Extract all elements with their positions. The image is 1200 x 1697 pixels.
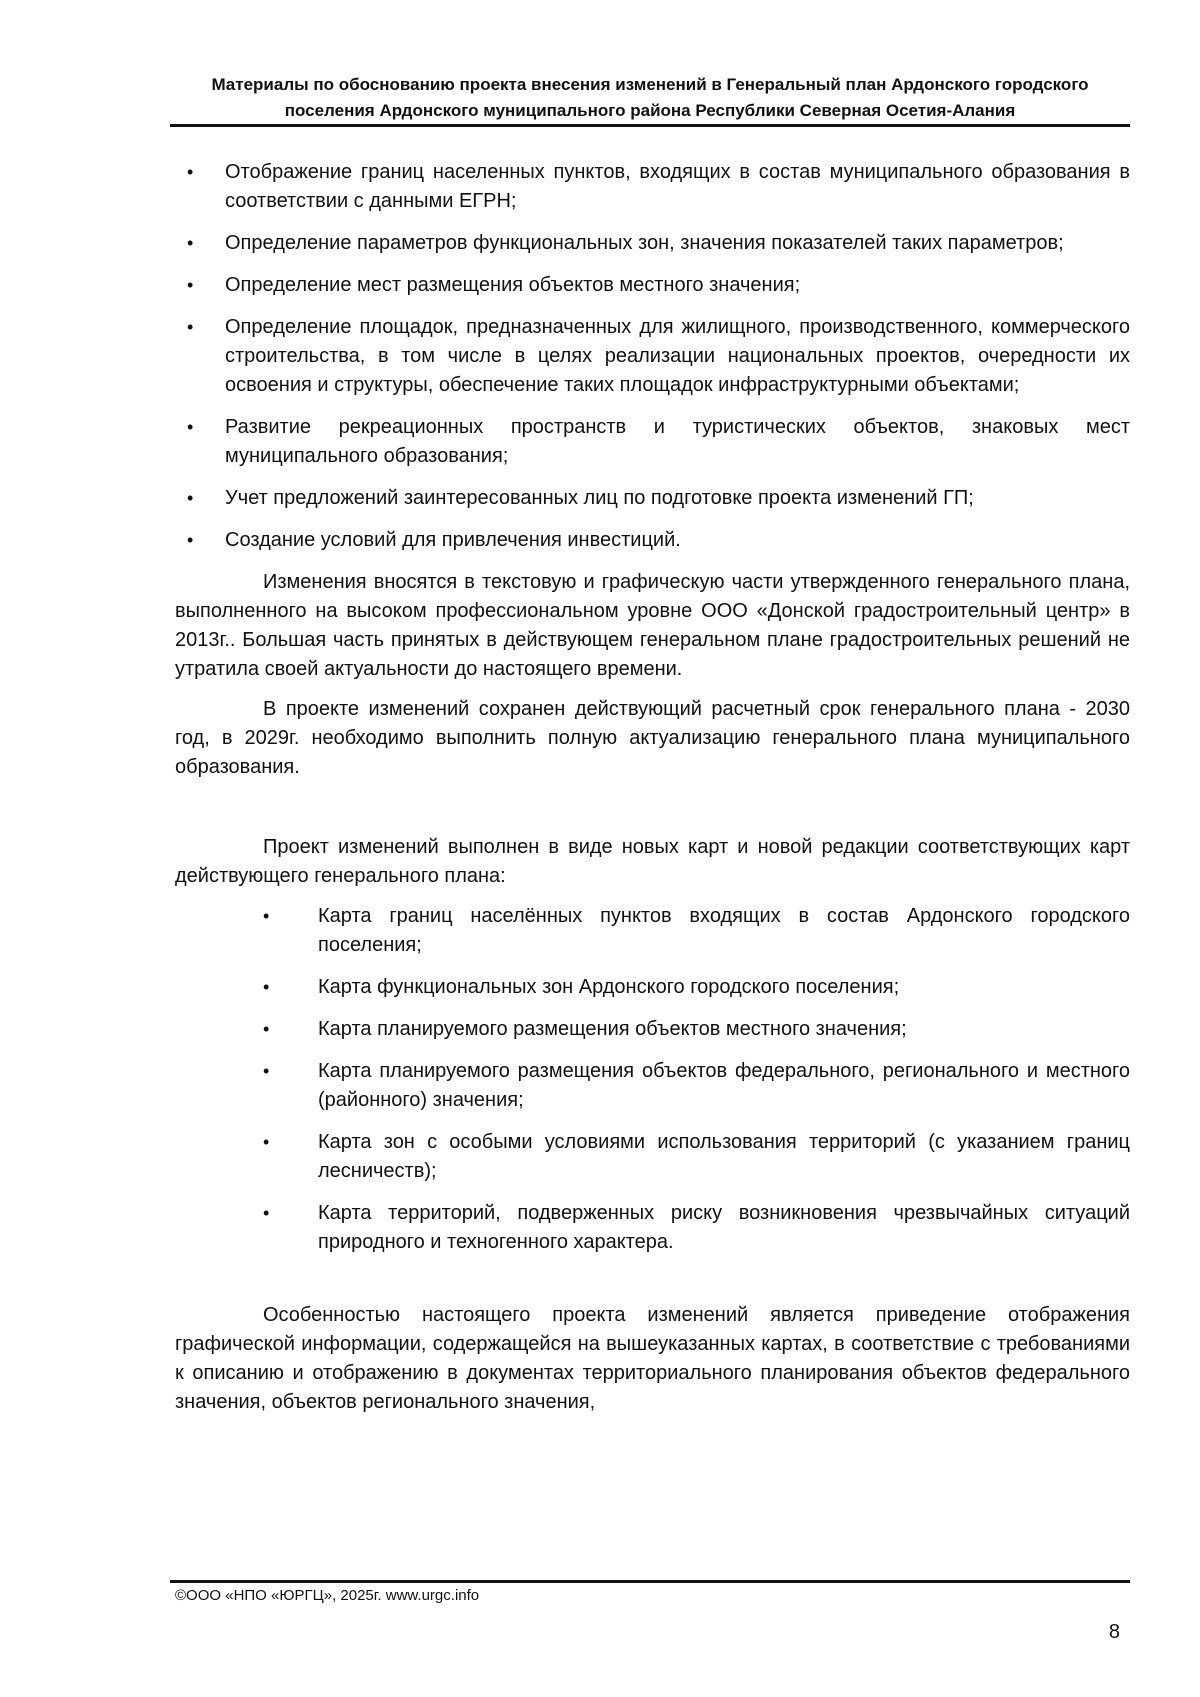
- paragraph-feature: Особенностью настоящего проекта изменений является приведение отображения графической информации, содержащейся на вышеуказанных картах, в соответствие с требованиями к описанию и отображению в документах территориального планирования объектов федерального значения, объектов регионального значения,: [175, 1304, 1130, 1413]
- bullet-icon: •: [263, 1132, 270, 1152]
- list-item-text: Карта планируемого размещения объектов местного значения;: [318, 1018, 907, 1040]
- header-divider: [170, 124, 1130, 127]
- document-body: [175, 158, 1130, 1428]
- list-item: [175, 413, 1130, 471]
- bullet-icon: •: [187, 417, 194, 437]
- bullet-icon: •: [187, 233, 194, 253]
- header-title-line-1: Материалы по обоснованию проекта внесения изменений в Генеральный план Ардонского городского: [211, 75, 1089, 94]
- list-item: [175, 484, 1130, 513]
- list-item-text: Отображение границ населенных пунктов, входящих в состав муниципального образования в соответствии с данными ЕГРН;: [225, 161, 1130, 212]
- list-item: [175, 973, 1130, 1002]
- list-item: [175, 158, 1130, 216]
- bullet-icon: •: [263, 906, 270, 926]
- goals-list: [175, 158, 1130, 555]
- list-item-text: Карта границ населённых пунктов входящих в состав Ардонского городского поселения;: [318, 905, 1130, 956]
- list-item: [175, 1057, 1130, 1115]
- bullet-icon: •: [187, 162, 194, 182]
- header-title-line-2: поселения Ардонского муниципального района Республики Северная Осетия-Алания: [284, 101, 1016, 120]
- page-header: [170, 72, 1130, 124]
- list-item: [175, 526, 1130, 555]
- footer-divider: [170, 1580, 1130, 1583]
- list-item: [175, 1128, 1130, 1186]
- list-item-text: Развитие рекреационных пространств и туристических объектов, знаковых мест муниципального образования;: [225, 416, 1130, 467]
- list-item-text: Учет предложений заинтересованных лиц по подготовке проекта изменений ГП;: [225, 487, 974, 509]
- footer-copyright: ©ООО «НПО «ЮРГЦ», 2025г. www.urgc.info: [175, 1587, 480, 1604]
- bullet-icon: •: [263, 977, 270, 997]
- spacer: [175, 793, 1130, 833]
- list-item: [175, 902, 1130, 960]
- list-item-text: Карта планируемого размещения объектов федерального, регионального и местного (районного) значения;: [318, 1060, 1130, 1111]
- paragraph-changes: Изменения вносятся в текстовую и графическую части утвержденного генерального плана, выполненного на высоком профессиональном уровне ООО «Донской градостроительный центр» в 2013г.. Большая часть принятых в действующем генеральном плане градостроительных решений не утратила своей актуальности до настоящего времени.: [175, 571, 1130, 680]
- list-item-text: Определение площадок, предназначенных для жилищного, производственного, коммерческого строительства, в том числе в целях реализации национальных проектов, очередности их освоения и структуры, обеспечение таких площадок инфраструктурными объектами;: [225, 316, 1130, 396]
- bullet-icon: •: [187, 530, 194, 550]
- bullet-icon: •: [187, 275, 194, 295]
- maps-list: [175, 902, 1130, 1257]
- list-item-text: Карта функциональных зон Ардонского городского поселения;: [318, 976, 900, 998]
- list-item: [175, 1015, 1130, 1044]
- bullet-icon: •: [263, 1203, 270, 1223]
- bullet-icon: •: [187, 488, 194, 508]
- bullet-icon: •: [263, 1019, 270, 1039]
- list-item-text: Определение параметров функциональных зон, значения показателей таких параметров;: [225, 232, 1064, 254]
- list-item-text: Определение мест размещения объектов местного значения;: [225, 274, 801, 296]
- bullet-icon: •: [263, 1061, 270, 1081]
- list-item-text: Создание условий для привлечения инвестиций.: [225, 529, 681, 551]
- paragraph-term: В проекте изменений сохранен действующий расчетный срок генерального плана - 2030 год, в 2029г. необходимо выполнить полную актуализацию генерального плана муниципального образования.: [175, 698, 1130, 778]
- page-number: 8: [1108, 1621, 1120, 1643]
- list-item: [175, 229, 1130, 258]
- list-item-text: Карта зон с особыми условиями использования территорий (с указанием границ лесничеств);: [318, 1131, 1130, 1182]
- list-item: [175, 1199, 1130, 1257]
- list-item-text: Карта территорий, подверженных риску возникновения чрезвычайных ситуаций природного и техногенного характера.: [318, 1202, 1130, 1253]
- spacer: [175, 1270, 1130, 1301]
- list-item: [175, 313, 1130, 400]
- paragraph-maps-intro: Проект изменений выполнен в виде новых карт и новой редакции соответствующих карт действующего генерального плана:: [175, 836, 1130, 887]
- bullet-icon: •: [187, 317, 194, 337]
- list-item: [175, 271, 1130, 300]
